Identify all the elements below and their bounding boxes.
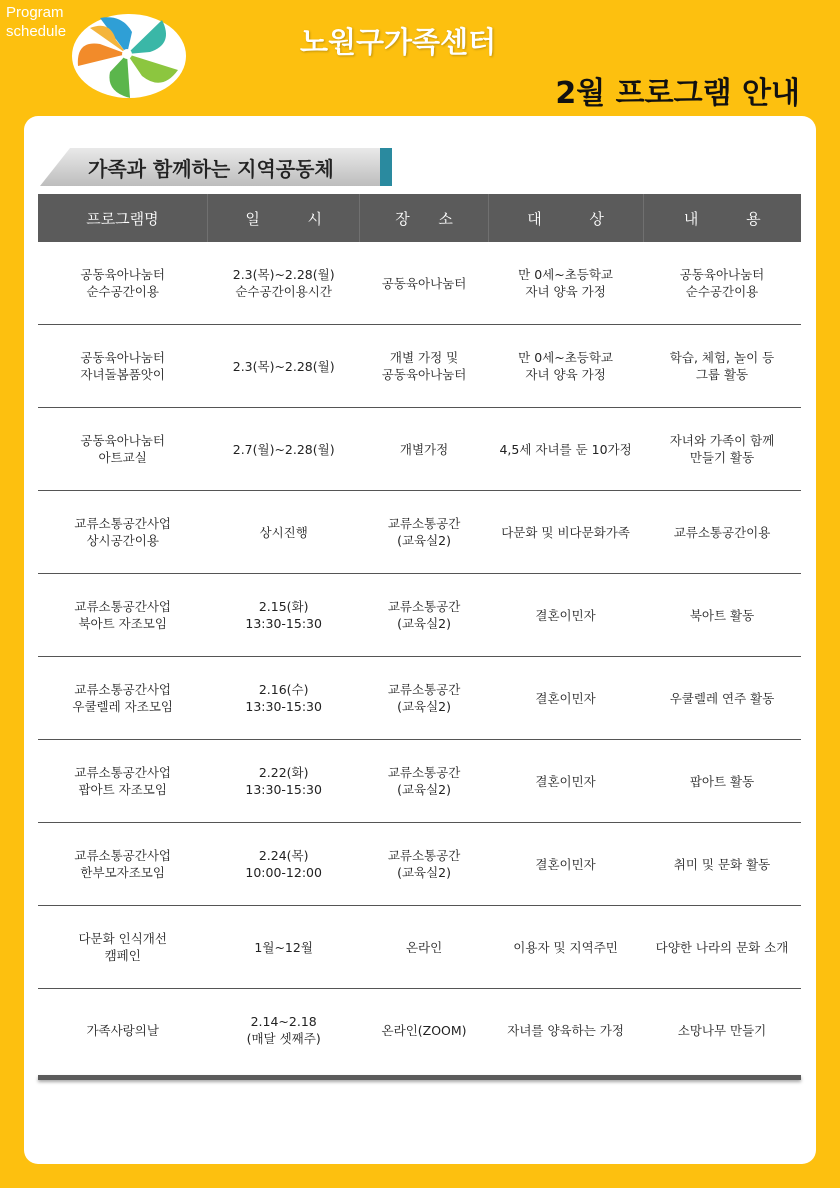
cell-content: 교류소통공간이용 <box>643 491 801 574</box>
column-header-target: 대 상 <box>488 194 643 242</box>
cell-content: 팝아트 활동 <box>643 740 801 823</box>
corner-label-line1: Program <box>6 4 64 21</box>
cell-program: 교류소통공간사업 한부모자조모임 <box>38 823 207 906</box>
cell-date: 2.14~2.18 (매달 셋째주) <box>246 1014 321 1046</box>
program-table <box>38 194 801 1071</box>
table-row <box>38 325 801 408</box>
cell-content: 우쿨렐레 연주 활동 <box>643 657 801 740</box>
table-header-row <box>38 194 801 242</box>
cell-date: 2.16(수) 13:30-15:30 <box>207 657 360 740</box>
cell-target: 자녀를 양육하는 가정 <box>507 1022 624 1038</box>
table-row <box>38 242 801 325</box>
cell-program: 공동육아나눔터 아트교실 <box>38 408 207 491</box>
cell-content: 취미 및 문화 활동 <box>643 823 801 906</box>
cell-place: 공동육아나눔터 <box>360 242 488 325</box>
table-row <box>38 989 801 1072</box>
cell-program: 가족사랑의날 <box>86 1022 159 1038</box>
cell-content: 공동육아나눔터 순수공간이용 <box>643 242 801 325</box>
cell-program: 공동육아나눔터 순수공간이용 <box>38 242 207 325</box>
cell-program: 다문화 인식개선 캠페인 <box>38 906 207 989</box>
table-row <box>38 740 801 823</box>
cell-date: 2.15(화) 13:30-15:30 <box>207 574 360 657</box>
cell-place: 교류소통공간 (교육실2) <box>360 823 488 906</box>
cell-target: 만 0세~초등학교 자녀 양육 가정 <box>488 325 643 408</box>
table-row <box>38 574 801 657</box>
cell-target: 다문화 및 비다문화가족 <box>488 491 643 574</box>
cell-place: 개별 가정 및 공동육아나눔터 <box>360 325 488 408</box>
center-name: 노원구가족센터 <box>300 25 497 59</box>
table-row <box>38 823 801 906</box>
cell-place: 온라인(ZOOM) <box>381 1022 467 1038</box>
cell-place: 교류소통공간 (교육실2) <box>360 491 488 574</box>
cell-place: 온라인 <box>360 906 488 989</box>
cell-place: 교류소통공간 (교육실2) <box>360 657 488 740</box>
section-title: 가족과 함께하는 지역공동체 <box>88 157 334 181</box>
cell-date: 2.3(목)~2.28(월) 순수공간이용시간 <box>207 242 360 325</box>
cell-target: 만 0세~초등학교 자녀 양육 가정 <box>488 242 643 325</box>
cell-date: 2.22(화) 13:30-15:30 <box>207 740 360 823</box>
cell-target: 4,5세 자녀를 둔 10가정 <box>488 408 643 491</box>
pinwheel-logo-icon <box>70 10 188 100</box>
cell-date: 1월~12월 <box>207 906 360 989</box>
column-header-place: 장 소 <box>360 194 488 242</box>
cell-program: 공동육아나눔터 자녀돌봄품앗이 <box>38 325 207 408</box>
cell-target: 결혼이민자 <box>488 740 643 823</box>
cell-content: 학습, 체험, 놀이 등 그룹 활동 <box>643 325 801 408</box>
cell-place: 개별가정 <box>360 408 488 491</box>
cell-content: 북아트 활동 <box>643 574 801 657</box>
cell-place: 교류소통공간 (교육실2) <box>360 740 488 823</box>
cell-program: 교류소통공간사업 팝아트 자조모임 <box>38 740 207 823</box>
corner-label <box>6 3 66 41</box>
cell-content: 다양한 나라의 문화 소개 <box>643 906 801 989</box>
cell-content: 소망나무 만들기 <box>677 1022 767 1038</box>
column-header-content: 내 용 <box>643 194 801 242</box>
corner-label-line2: schedule <box>6 23 67 40</box>
section-banner <box>40 148 392 186</box>
month-title: 2월 프로그램 안내 <box>555 76 800 111</box>
cell-target: 결혼이민자 <box>488 823 643 906</box>
cell-program: 교류소통공간사업 우쿨렐레 자조모임 <box>38 657 207 740</box>
column-header-date: 일 시 <box>207 194 360 242</box>
cell-date: 2.7(월)~2.28(월) <box>207 408 360 491</box>
table-bottom-rule <box>38 1075 801 1080</box>
table-row <box>38 657 801 740</box>
cell-date: 2.3(목)~2.28(월) <box>207 325 360 408</box>
cell-program: 교류소통공간사업 상시공간이용 <box>38 491 207 574</box>
cell-target: 결혼이민자 <box>488 657 643 740</box>
banner-accent <box>380 148 392 186</box>
table-row <box>38 408 801 491</box>
cell-date: 상시진행 <box>207 491 360 574</box>
cell-content: 자녀와 가족이 함께 만들기 활동 <box>643 408 801 491</box>
table-row <box>38 906 801 989</box>
cell-program: 교류소통공간사업 북아트 자조모임 <box>38 574 207 657</box>
cell-target: 이용자 및 지역주민 <box>488 906 643 989</box>
cell-place: 교류소통공간 (교육실2) <box>360 574 488 657</box>
cell-target: 결혼이민자 <box>488 574 643 657</box>
cell-date: 2.24(목) 10:00-12:00 <box>207 823 360 906</box>
column-header-program: 프로그램명 <box>38 194 207 242</box>
table-row <box>38 491 801 574</box>
